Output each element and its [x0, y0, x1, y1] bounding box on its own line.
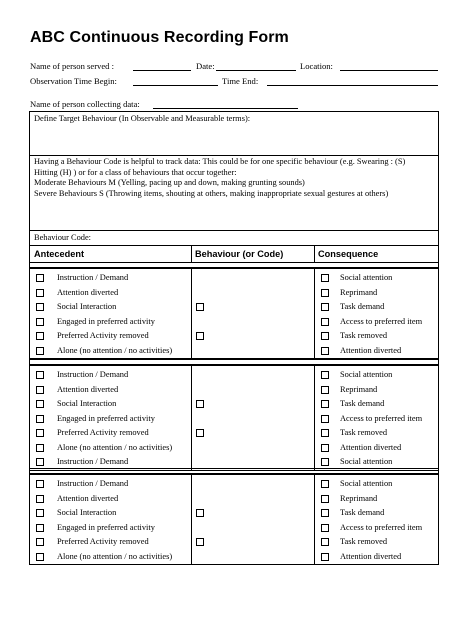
- consequence-label: Access to preferred item: [340, 316, 423, 326]
- consequence-row: [315, 300, 437, 315]
- antecedent-label: Instruction / Demand: [57, 273, 129, 282]
- consequence-checkbox[interactable]: [321, 538, 329, 546]
- antecedent-label: Instruction / Demand: [57, 457, 129, 466]
- consequence-checkbox[interactable]: [321, 553, 329, 561]
- consequence-row: [315, 286, 437, 301]
- consequence-row: [315, 271, 437, 286]
- antecedent-row: [30, 315, 190, 330]
- antecedent-label: Attention diverted: [57, 493, 119, 503]
- consequence-label: Task demand: [340, 302, 385, 311]
- name-served-field[interactable]: [133, 61, 191, 71]
- consequence-label: Task removed: [340, 331, 388, 340]
- behaviour-code-label: Behaviour Code:: [34, 233, 91, 242]
- consequence-label: Social attention: [340, 370, 393, 379]
- behaviour-row: [192, 426, 312, 441]
- antecedent-checkbox[interactable]: [36, 553, 44, 561]
- antecedent-label: Engaged in preferred activity: [57, 522, 155, 532]
- antecedent-checkbox[interactable]: [36, 274, 44, 282]
- consequence-label: Reprimand: [340, 287, 378, 297]
- consequence-row: [315, 506, 437, 521]
- consequence-checkbox[interactable]: [321, 480, 329, 488]
- consequence-checkbox[interactable]: [321, 371, 329, 379]
- collector-label: Name of person collecting data:: [30, 99, 140, 109]
- header-behaviour: Behaviour (or Code): [195, 249, 284, 259]
- antecedent-row: [30, 383, 190, 398]
- consequence-label: Social attention: [340, 479, 393, 488]
- column-divider: [191, 366, 192, 470]
- antecedent-checkbox[interactable]: [36, 371, 44, 379]
- consequence-label: Task removed: [340, 428, 388, 437]
- antecedent-label: Attention diverted: [57, 384, 119, 394]
- antecedent-label: Preferred Activity removed: [57, 428, 149, 437]
- served-row: [30, 61, 440, 73]
- consequence-checkbox[interactable]: [321, 318, 329, 326]
- behaviour-code-box[interactable]: [29, 230, 439, 246]
- consequence-checkbox[interactable]: [321, 347, 329, 355]
- antecedent-checkbox[interactable]: [36, 495, 44, 503]
- consequence-row: [315, 441, 437, 456]
- consequence-label: Social attention: [340, 273, 393, 282]
- behaviour-checkbox[interactable]: [196, 303, 204, 311]
- antecedent-row: [30, 412, 190, 427]
- time-row: [30, 76, 440, 88]
- consequence-label: Attention diverted: [340, 345, 402, 355]
- consequence-label: Access to preferred item: [340, 413, 423, 423]
- consequence-checkbox[interactable]: [321, 400, 329, 408]
- consequence-row: [315, 477, 437, 492]
- antecedent-checkbox[interactable]: [36, 347, 44, 355]
- antecedent-label: Instruction / Demand: [57, 370, 129, 379]
- antecedent-label: Social Interaction: [57, 508, 117, 517]
- recording-block: [29, 365, 439, 471]
- consequence-label: Task removed: [340, 537, 388, 546]
- consequence-checkbox[interactable]: [321, 458, 329, 466]
- consequence-checkbox[interactable]: [321, 429, 329, 437]
- code-info-line: Severe Behaviours S (Throwing items, shouting at others, making inappropriate sexual gestures at others): [34, 188, 389, 198]
- consequence-row: [315, 368, 437, 383]
- consequence-row: [315, 492, 437, 507]
- antecedent-row: [30, 521, 190, 536]
- antecedent-checkbox[interactable]: [36, 386, 44, 394]
- consequence-checkbox[interactable]: [321, 495, 329, 503]
- target-behaviour-label: Define Target Behaviour (In Observable and Measurable terms):: [34, 114, 251, 123]
- code-info-box: [29, 155, 439, 231]
- antecedent-checkbox[interactable]: [36, 289, 44, 297]
- antecedent-row: [30, 271, 190, 286]
- behaviour-row: [192, 329, 312, 344]
- antecedent-checkbox[interactable]: [36, 318, 44, 326]
- antecedent-row: [30, 286, 190, 301]
- antecedent-checkbox[interactable]: [36, 480, 44, 488]
- behaviour-row: [192, 535, 312, 550]
- target-behaviour-box[interactable]: [29, 111, 439, 156]
- antecedent-row: [30, 426, 190, 441]
- antecedent-checkbox[interactable]: [36, 332, 44, 340]
- antecedent-label: Instruction / Demand: [57, 479, 129, 488]
- form-title: ABC Continuous Recording Form: [30, 29, 289, 46]
- location-field[interactable]: [340, 61, 438, 71]
- antecedent-checkbox[interactable]: [36, 509, 44, 517]
- antecedent-label: Alone (no attention / no activities): [57, 551, 173, 561]
- antecedent-row: [30, 492, 190, 507]
- header-consequence: Consequence: [318, 249, 379, 259]
- consequence-checkbox[interactable]: [321, 274, 329, 282]
- antecedent-row: [30, 397, 190, 412]
- antecedent-checkbox[interactable]: [36, 400, 44, 408]
- antecedent-checkbox[interactable]: [36, 429, 44, 437]
- location-label: Location:: [300, 61, 333, 71]
- behaviour-checkbox[interactable]: [196, 400, 204, 408]
- table-header: [29, 245, 439, 263]
- antecedent-row: [30, 506, 190, 521]
- consequence-label: Attention diverted: [340, 442, 402, 452]
- antecedent-row: [30, 368, 190, 383]
- consequence-checkbox[interactable]: [321, 303, 329, 311]
- consequence-checkbox[interactable]: [321, 332, 329, 340]
- consequence-label: Reprimand: [340, 493, 378, 503]
- recording-block: [29, 474, 439, 565]
- behaviour-checkbox[interactable]: [196, 509, 204, 517]
- consequence-checkbox[interactable]: [321, 386, 329, 394]
- consequence-row: [315, 521, 437, 536]
- time-end-field[interactable]: [267, 76, 438, 86]
- name-served-label: Name of person served :: [30, 61, 114, 71]
- consequence-checkbox[interactable]: [321, 524, 329, 532]
- collector-field[interactable]: [153, 99, 298, 109]
- behaviour-row: [192, 397, 312, 412]
- consequence-label: Task demand: [340, 508, 385, 517]
- behaviour-checkbox[interactable]: [196, 429, 204, 437]
- code-info-line: Hitting (H) ) or for a class of behaviours that occur together:: [34, 167, 237, 177]
- consequence-row: [315, 315, 437, 330]
- antecedent-checkbox[interactable]: [36, 303, 44, 311]
- antecedent-label: Engaged in preferred activity: [57, 316, 155, 326]
- consequence-checkbox[interactable]: [321, 289, 329, 297]
- consequence-checkbox[interactable]: [321, 444, 329, 452]
- antecedent-checkbox[interactable]: [36, 444, 44, 452]
- antecedent-row: [30, 550, 190, 565]
- date-field[interactable]: [216, 61, 296, 71]
- header-antecedent: Antecedent: [34, 249, 85, 259]
- consequence-row: [315, 397, 437, 412]
- antecedent-label: Social Interaction: [57, 399, 117, 408]
- consequence-label: Social attention: [340, 457, 393, 466]
- antecedent-checkbox[interactable]: [36, 458, 44, 466]
- behaviour-checkbox[interactable]: [196, 538, 204, 546]
- antecedent-row: [30, 477, 190, 492]
- antecedent-label: Alone (no attention / no activities): [57, 345, 173, 355]
- antecedent-label: Preferred Activity removed: [57, 331, 149, 340]
- antecedent-label: Attention diverted: [57, 287, 119, 297]
- antecedent-row: [30, 441, 190, 456]
- antecedent-row: [30, 535, 190, 550]
- antecedent-label: Preferred Activity removed: [57, 537, 149, 546]
- consequence-row: [315, 329, 437, 344]
- recording-block: [29, 268, 439, 359]
- antecedent-row: [30, 344, 190, 359]
- consequence-label: Attention diverted: [340, 551, 402, 561]
- time-end-label: Time End:: [222, 76, 259, 86]
- consequence-checkbox[interactable]: [321, 415, 329, 423]
- consequence-row: [315, 426, 437, 441]
- antecedent-label: Social Interaction: [57, 302, 117, 311]
- code-info-line: Having a Behaviour Code is helpful to track data: This could be for one specific behaviour (e.g. Swearing : (S): [34, 157, 406, 166]
- behaviour-row: [192, 300, 312, 315]
- antecedent-checkbox[interactable]: [36, 538, 44, 546]
- consequence-row: [315, 535, 437, 550]
- code-info-line: Moderate Behaviours M (Yelling, pacing up and down, making grunting sounds): [34, 178, 305, 187]
- consequence-row: [315, 344, 437, 359]
- antecedent-row: [30, 329, 190, 344]
- collector-row: [30, 99, 440, 111]
- consequence-row: [315, 550, 437, 565]
- consequence-row: [315, 383, 437, 398]
- consequence-checkbox[interactable]: [321, 509, 329, 517]
- consequence-label: Reprimand: [340, 384, 378, 394]
- date-label: Date:: [196, 61, 215, 71]
- consequence-row: [315, 412, 437, 427]
- antecedent-label: Engaged in preferred activity: [57, 413, 155, 423]
- antecedent-checkbox[interactable]: [36, 524, 44, 532]
- behaviour-row: [192, 506, 312, 521]
- antecedent-checkbox[interactable]: [36, 415, 44, 423]
- consequence-label: Task demand: [340, 399, 385, 408]
- obs-begin-field[interactable]: [133, 76, 218, 86]
- antecedent-row: [30, 300, 190, 315]
- obs-begin-label: Observation Time Begin:: [30, 76, 117, 86]
- antecedent-label: Alone (no attention / no activities): [57, 442, 173, 452]
- behaviour-checkbox[interactable]: [196, 332, 204, 340]
- consequence-label: Access to preferred item: [340, 522, 423, 532]
